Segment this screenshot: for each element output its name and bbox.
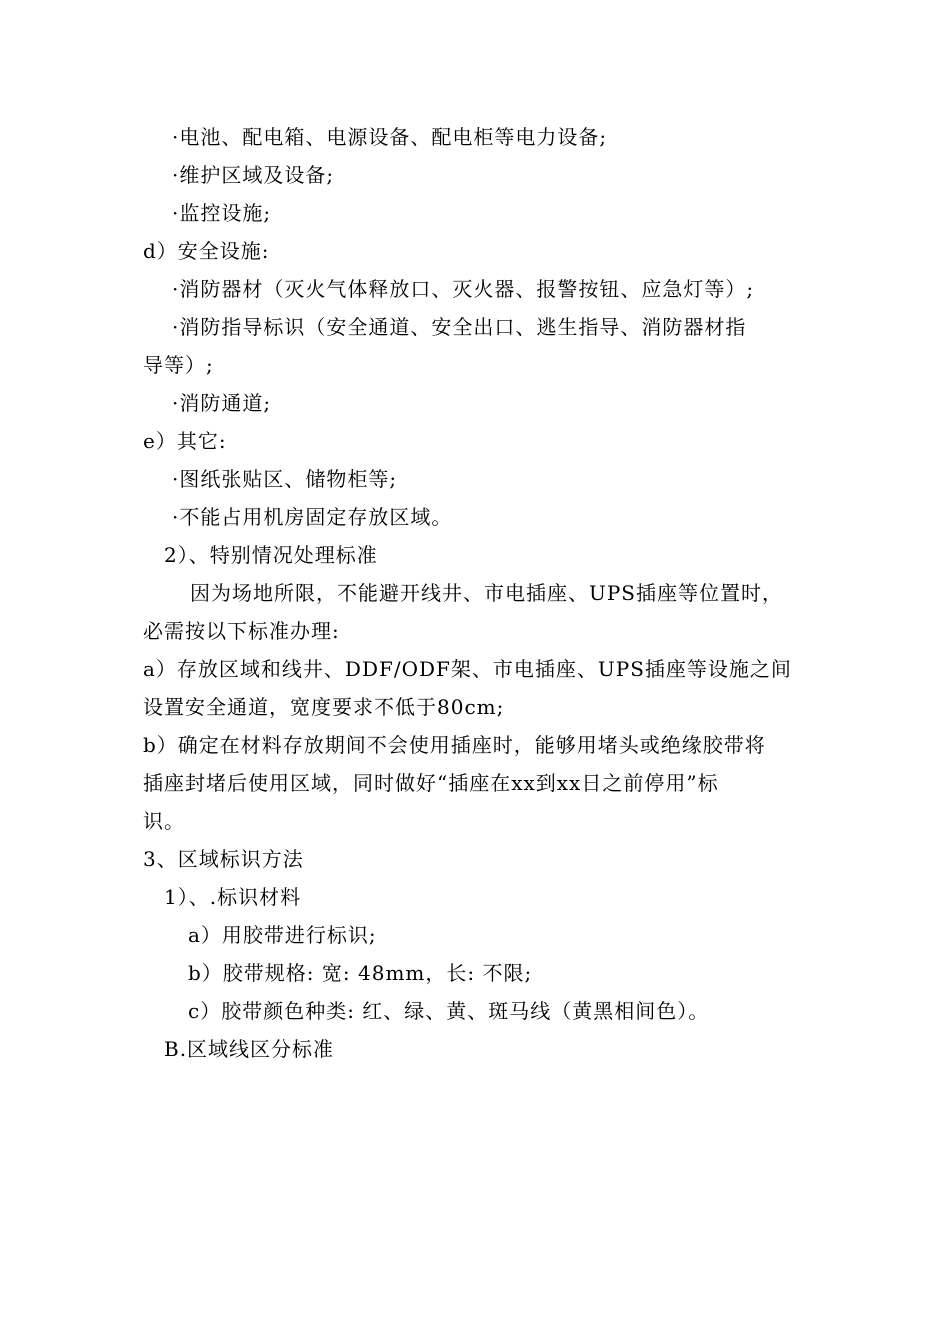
bullet-power-equipment: ·电池、配电箱、电源设备、配电柜等电力设备;	[172, 125, 608, 149]
bullet-fire-signs-cont: 导等）;	[143, 353, 214, 377]
item-b-line-1: b）确定在材料存放期间不会使用插座时，能够用堵头或绝缘胶带将	[143, 733, 766, 757]
item-a-line-1: a）存放区域和线井、DDF/ODF架、市电插座、UPS插座等设施之间	[143, 657, 792, 681]
subsection-1-heading: 1）、.标识材料	[164, 885, 302, 909]
bullet-fire-equipment: ·消防器材（灭火气体释放口、灭火器、报警按钮、应急灯等）;	[172, 277, 755, 301]
paragraph-site-limit-cont: 必需按以下标准办理:	[143, 619, 340, 643]
bullet-drawings-lockers: ·图纸张贴区、储物柜等;	[172, 467, 398, 491]
section-3-heading: 3、区域标识方法	[143, 847, 304, 871]
subsection-2-heading: 2）、特别情况处理标准	[164, 543, 378, 567]
material-item-c: c）胶带颜色种类: 红、绿、黄、斑马线（黄黑相间色）。	[188, 999, 710, 1023]
bullet-fire-passage: ·消防通道;	[172, 391, 272, 415]
section-d-heading: d）安全设施:	[143, 239, 270, 263]
bullet-monitoring: ·监控设施;	[172, 201, 272, 225]
section-e-heading: e）其它:	[143, 429, 227, 453]
paragraph-site-limit: 因为场地所限，不能避开线井、市电插座、UPS插座等位置时，	[190, 581, 784, 605]
material-item-b: b）胶带规格: 宽: 48mm，长: 不限;	[188, 961, 533, 985]
bullet-no-fixed-area: ·不能占用机房固定存放区域。	[172, 505, 453, 529]
item-b-line-3: 识。	[143, 809, 185, 833]
bullet-fire-signs: ·消防指导标识（安全通道、安全出口、逃生指导、消防器材指	[172, 315, 747, 339]
section-b-heading: B.区域线区分标准	[164, 1037, 335, 1061]
bullet-maintenance-area: ·维护区域及设备;	[172, 163, 335, 187]
item-b-line-2: 插座封堵后使用区域，同时做好“插座在xx到xx日之前停用”标	[143, 771, 719, 795]
material-item-a: a）用胶带进行标识;	[188, 923, 377, 947]
item-a-line-2: 设置安全通道，宽度要求不低于80cm;	[143, 695, 505, 719]
